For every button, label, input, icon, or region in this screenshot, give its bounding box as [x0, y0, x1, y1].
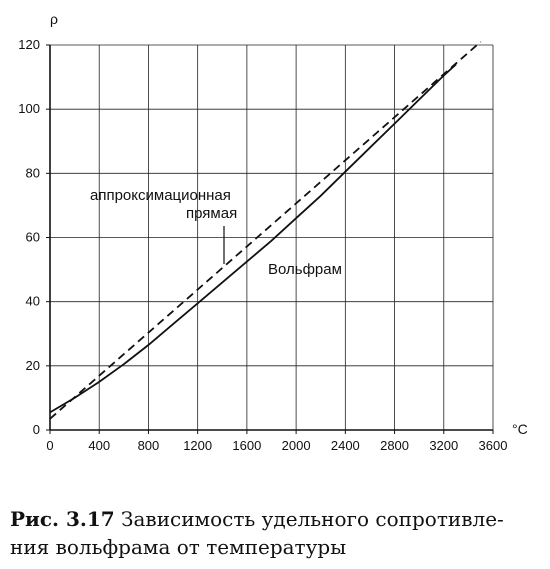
y-tick-label: 20 [25, 357, 40, 373]
y-tick-label: 60 [25, 229, 40, 245]
y-tick-label: 0 [32, 422, 40, 437]
y-tick-labels [18, 37, 40, 437]
y-tick-label: 120 [18, 37, 40, 52]
approx-label-line1: аппроксимационная [90, 187, 231, 204]
x-tick-label: 3200 [429, 438, 459, 453]
x-tick-label: 2400 [330, 438, 360, 453]
x-tick-label: 400 [88, 438, 111, 453]
x-tick-labels [46, 438, 507, 453]
approx-label-line2: прямая [186, 205, 238, 222]
x-axis-label: °C [512, 421, 528, 437]
approximation-line [50, 42, 481, 419]
x-tick-label: 800 [137, 438, 160, 453]
x-tick-label: 0 [46, 438, 54, 453]
figure-caption [10, 505, 540, 561]
x-tick-label: 1200 [183, 438, 213, 453]
y-tick-label: 80 [25, 165, 40, 181]
caption-number: Рис. 3.17 [10, 507, 115, 531]
x-tick-label: 3600 [478, 438, 508, 453]
y-tick-label: 100 [18, 101, 40, 117]
series-lines [50, 42, 481, 419]
y-tick-label: 40 [25, 293, 40, 309]
x-tick-label: 1600 [232, 438, 262, 453]
x-tick-label: 2000 [281, 438, 311, 453]
axes [46, 45, 493, 434]
y-axis-label: ρ [50, 11, 58, 27]
tungsten-label: Вольфрам [268, 261, 342, 278]
caption-text-line1: Зависимость удельного сопротивле- [121, 507, 504, 531]
grid [50, 45, 493, 430]
x-tick-label: 2800 [380, 438, 410, 453]
caption-text-line2: ния вольфрама от температуры [10, 535, 347, 559]
